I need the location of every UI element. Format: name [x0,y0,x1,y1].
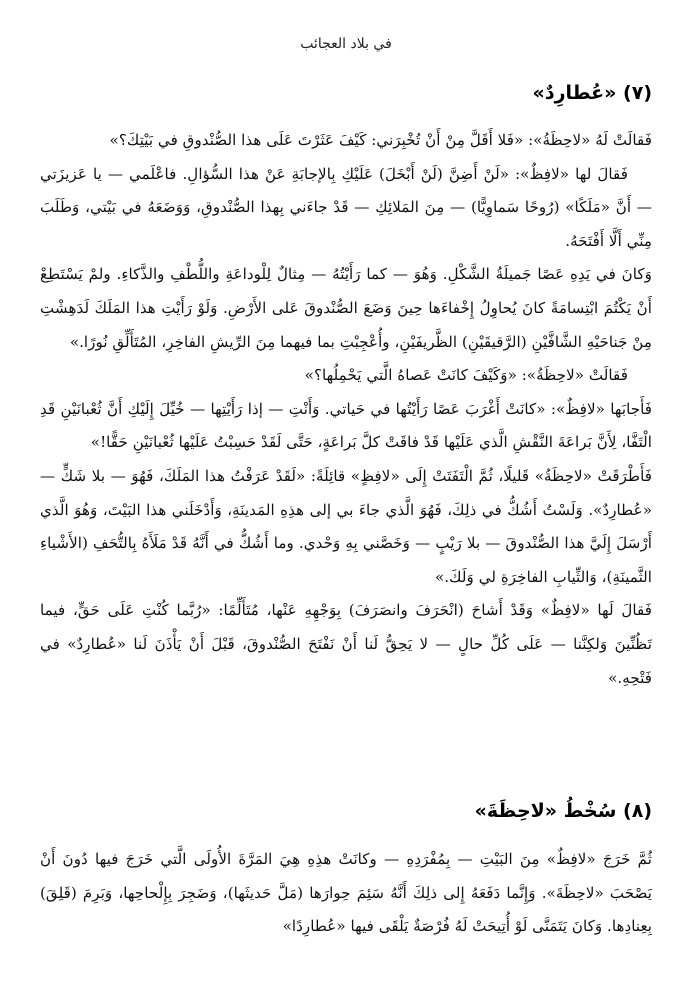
section-8-body [40,843,652,944]
section-7-body [40,124,652,695]
paragraph: ثُمَّ خَرَجَ «لافِظٌ» مِنَ البَيْتِ — بِمُفْرَدِهِ — وكانَتْ هذِهِ هِيَ المَرَّةَ الأُولَى الَّتي خَرَجَ فيها دُونَ أَنْ يَصْحَبَ «لاحِظَةَ». وَإِنَّما دَفَعَهُ إِلى ذلِكَ أَنَّهُ سَئِمَ حِوارَها (مَلَّ حَديثَها)، وَضَجِرَ بِإِلْحاحِها، وَبَرِمَ (قَلِقَ) بِعِنادِها. وَكانَ يَتَمَنَّى لَوْ أُتِيحَتْ لَهُ فُرْصَةٌ يَلْقَى فيها «عُطارِدًا» [40,850,652,936]
book-page [40,0,652,1000]
running-header: في بلاد العجائب [300,36,392,52]
paragraph: فَأَطْرَقَتْ «لاحِظَةُ» قَليلًا، ثُمَّ الْتَفَتَتْ إِلَى «لافِظٍ» قائِلَةً: «لَقَدْ عَرَفْتُ هذا المَلَكَ، فَهُوَ — بلا شَكٍّ — «عُطارِدٌ». وَلَسْتُ أَشُكُّ في ذلِكَ، فَهُوَ الَّذي جاءَ بي إلى هذِهِ المَدينَةِ، وَأَدْخَلَني هذا البَيْتَ، وَهُوَ الَّذي أَرْسَلَ إِلَيَّ هذا الصُّنْدوقَ — بلا رَيْبٍ — وَخَصَّني بِهِ وَحْدي. وما أَشُكُّ في أَنَّهُ قَدْ مَلَأَهُ بِالتُّحَفِ (الأَشْياءِ الثَّمينَةِ)، وَالثِّيابِ الفاخِرَةِ لي وَلَكَ.» [40,466,652,586]
paragraph: وَكانَ في يَدِهِ عَصًا جَميلَةُ الشَّكْلِ. وَهُوَ — كما رَأَيْتُهُ — مِثالٌ لِلْوداعَةِ واللُّطْفِ والذَّكاءِ. ولمْ يَسْتَطِعْ أَنْ يَكْتُمَ ابْتِسامَةً كانَ يُحاوِلُ إِخْفاءَها حِينَ وَضَعَ الصُّنْدوقَ عَلى الأَرْضِ. وَلَوْ رَأَيْتِ هذا المَلَكَ لَدَهِشْتِ مِنْ جَناحَيْهِ الشَّافَّيْنِ (الرَّقيقَيْنِ) الظَّريفَيْنِ، وأُعْجِبْتِ بما فيهما مِنَ الرِّيشِ الفاخِرِ، المُتَأَلِّقِ نُورًا.» [40,265,652,351]
section-heading-8: (٨) سُخْطُ «لاحِظَةَ» [474,800,652,822]
paragraph: فَقالَ لَها «لافِظٌ» وَقَدْ أَشاحَ (انْحَرَفَ وانصَرَفَ) بِوَجْهِهِ عَنْها، مُتَأَلِّمًا: «رُبَّما كُنْتِ عَلَى حَقٍّ، فيما تَظُنِّينَ وَلكِنَّنا — عَلَى كُلِّ حالٍ — لا يَحِقُّ لَنا أَنْ نَفْتَحَ الصُّنْدوقَ، قَبْلَ أَنْ يَأْذَنَ لَنا «عُطارِدٌ» في فَتْحِهِ.» [40,601,652,687]
paragraph: فَأَجابَها «لافِظٌ»: «كانَتْ أَغْرَبَ عَصًا رَأَيْتُها في حَياتي. وَأَنْتِ — إذا رَأَيْتِها — خُيِّلَ إِلَيْكِ أَنَّ ثُعْبانَيْنِ قَدِ الْتَفَّا، لِأَنَّ بَراعَةَ النَّقْشِ الَّذي عَلَيْها قَدْ فاقَتْ كلَّ بَراعَةٍ، حَتَّى لَقَدْ حَسِبْتُ عَلَيْها ثُعْبانَيْنِ حَقًّا!» [40,399,652,452]
paragraph: فَقالَتْ لَهُ «لاحِظَةُ»: «فَلا أَقَلَّ مِنْ أَنْ تُخْبِرَني: كَيْفَ عَثَرْتَ عَلَى هذا الصُّنْدوقِ في بَيْتِكَ؟» [109,131,652,149]
section-heading-7: (٧) «عُطارِدٌ» [532,82,652,104]
paragraph: فَقالَتْ «لاحِظَةُ»: «وَكَيْفَ كانَتْ عَصاهُ الَّتي يَحْمِلُها؟» [304,366,628,385]
paragraph: فَقالَ لها «لافِظٌ»: «لَنْ أَضِنَّ (لَنْ أَبْخَلَ) عَلَيْكِ بِالإجابَةِ عَنْ هذا السُّؤالِ. فاعْلَمي — يا عَزيزَتي — أَنَّ «مَلَكًا» (رُوحًا سَماوِيًّا) — مِنَ المَلائِكِ — قَدْ جاءَني بِهذا الصُّنْدوقِ، وَوَضَعَهُ في بَيْتي، وَطَلَبَ مِنِّي أَلَّا أَفْتَحَهُ. [40,164,652,250]
